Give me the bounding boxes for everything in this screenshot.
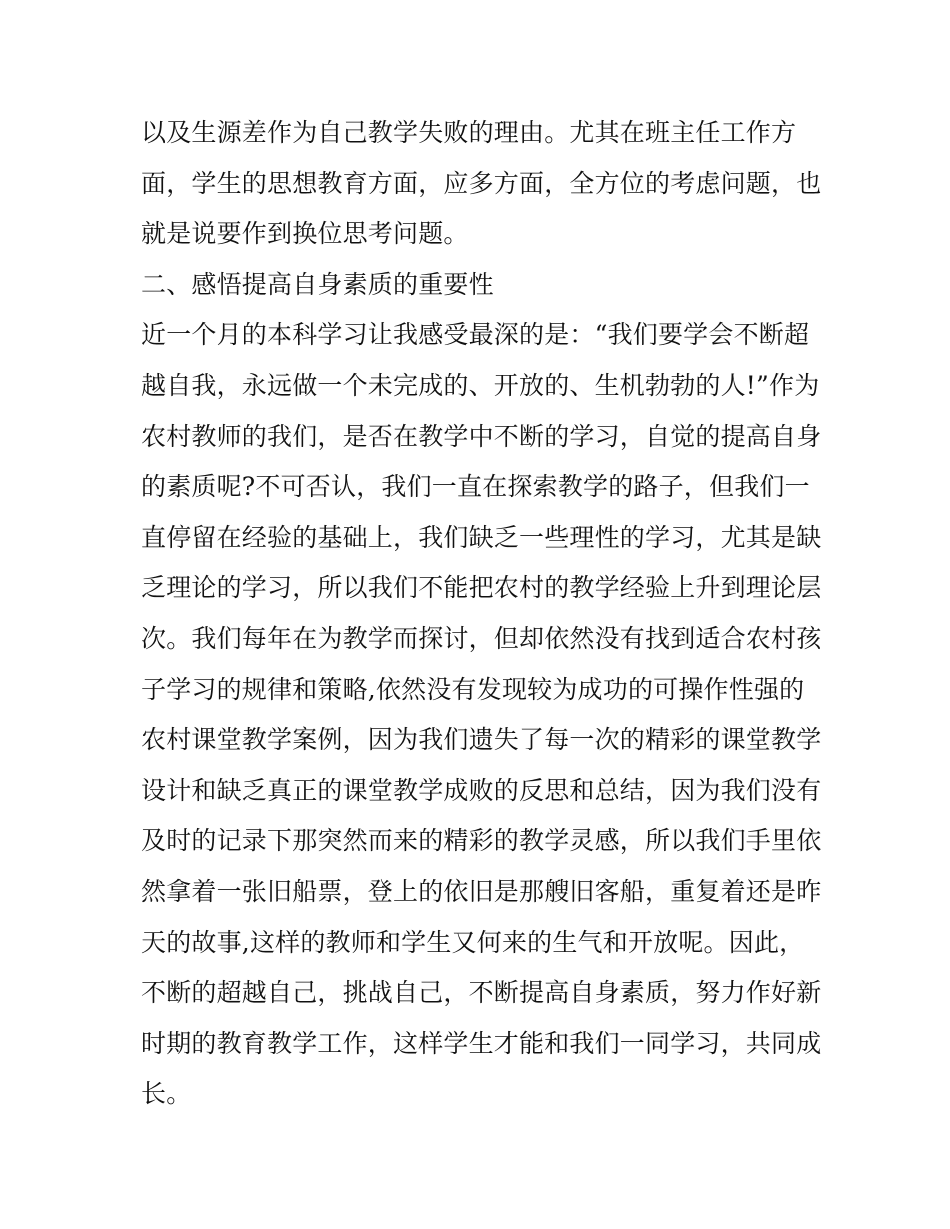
text-line: 就是说要作到换位思考问题。 [141, 219, 469, 249]
text-line: 及时的记录下那突然而来的精彩的教学灵感，所以我们手里依 [141, 826, 822, 856]
text-line: 越自我，永远做一个未完成的、开放的、生机勃勃的人!”作为 [141, 370, 820, 400]
text-line: 不断的超越自己，挑战自己，不断提高自身素质，努力作好新 [141, 978, 822, 1008]
body-text [141, 108, 821, 1120]
text-line: 时期的教育教学工作，这样学生才能和我们一同学习，共同成 [141, 1028, 822, 1058]
text-line: 农村教师的我们，是否在教学中不断的学习，自觉的提高自身 [141, 421, 822, 451]
text-line: 的素质呢?不可否认，我们一直在探索教学的路子，但我们一 [141, 472, 810, 502]
text-line: 面，学生的思想教育方面，应多方面，全方位的考虑问题，也 [141, 168, 822, 198]
text-line: 以及生源差作为自己教学失败的理由。尤其在班主任工作方 [141, 118, 797, 147]
section-heading: 二、感悟提高自身素质的重要性 [141, 269, 494, 299]
text-line: 次。我们每年在为教学而探讨，但却依然没有找到适合农村孩 [141, 623, 822, 653]
text-line: 长。 [141, 1079, 192, 1109]
text-line: 天的故事,这样的教师和学生又何来的生气和开放呢。因此， [141, 927, 805, 957]
text-line: 近一个月的本科学习让我感受最深的是：“我们要学会不断超 [141, 320, 810, 350]
text-line: 设计和缺乏真正的课堂教学成败的反思和总结，因为我们没有 [141, 775, 822, 805]
text-line: 直停留在经验的基础上，我们缺乏一些理性的学习，尤其是缺 [141, 522, 822, 552]
text-line: 农村课堂教学案例，因为我们遗失了每一次的精彩的课堂教学 [141, 725, 822, 755]
text-line: 子学习的规律和策略,依然没有发现较为成功的可操作性强的 [141, 674, 805, 704]
text-line: 乏理论的学习，所以我们不能把农村的教学经验上升到理论层 [141, 573, 822, 603]
text-line: 然拿着一张旧船票，登上的依旧是那艘旧客船，重复着还是昨 [141, 876, 822, 906]
